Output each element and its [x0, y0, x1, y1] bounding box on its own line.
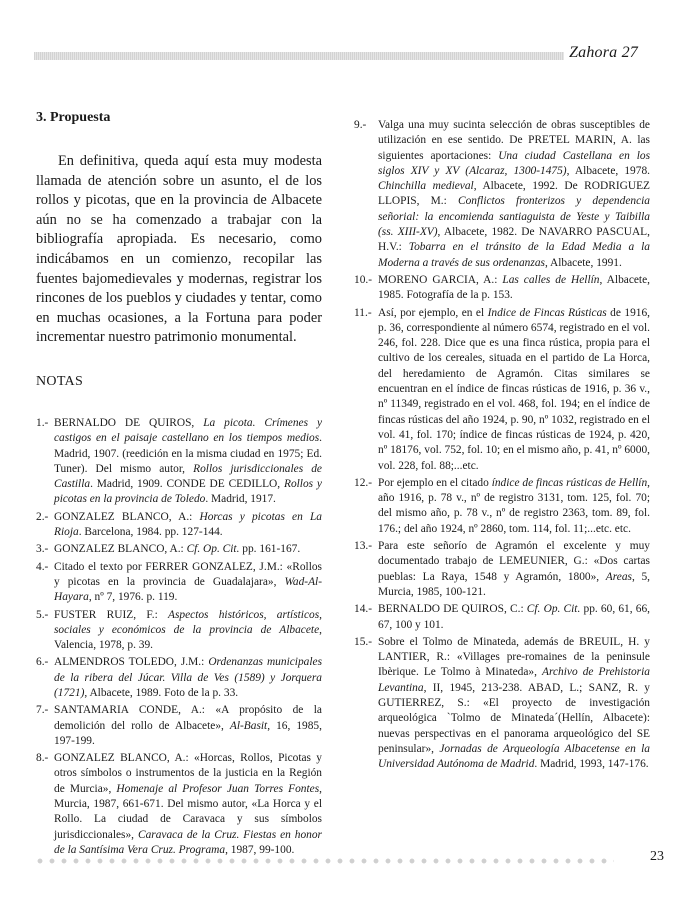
note-text: Sobre el Tolmo de Minateda, además de BREUIL, H. y LANTIER, R.: «Villages pre-romaines de la peninsule Ibèrique. Le Tolmo à Minateda»,: [378, 635, 650, 679]
note-number: 8.-: [36, 752, 49, 765]
note-text: Valga una muy sucinta selección de obras susceptibles de utilización en ese sentido. De PRETEL MARIN, A. las siguientes aportaciones:: [378, 119, 650, 162]
note-item: [354, 273, 650, 304]
note-text: Para este señorío de Agramón el excelente y muy documentado trabajo de LEMEUNIER, G.: «Dos cartas pueblas: La Raya, 1548 y Agramón, 1800»,: [378, 540, 650, 583]
note-title: Caravaca de la Cruz. Fiestas en honor de la Santísima Vera Cruz. Programa: [54, 828, 322, 856]
note-item: [36, 751, 322, 858]
note-title: Jornadas de Arqueología Albacetense en la Universidad Autónoma de Madrid: [378, 742, 650, 771]
note-text: , II, 1945, 213-238. ABAD, L.; SANZ, R. y GUTIERREZ, S.: «El proyecto de investigación arqueológica `Tolmo de Minateda´(Hellín, Albacete): nuevas perspectivas en el panorama arqueológico del SE peninsular»,: [378, 681, 650, 755]
note-text: , Albacete, 1992. De RODRIGUEZ LLOPIS, M.:: [378, 180, 650, 208]
note-text: . Barcelona, 1984. pp. 127-144.: [78, 526, 223, 539]
note-number: 13.-: [354, 540, 373, 553]
section-title: 3. Propuesta: [36, 110, 111, 125]
note-number: 10.-: [354, 273, 373, 286]
note-text: Por ejemplo en el citado: [378, 476, 492, 489]
note-item: [354, 476, 650, 537]
note-text: , año 1916, p. 78 v., nº de registro 3131, tom. 125, fol. 70; del mismo año, p. 78 v., nº de registro 2363, tom. 89, fol. 176.; del año 1924, nº 2860, tom. 114, fol. 11;...etc. etc.: [378, 476, 650, 535]
note-number: 5.-: [36, 608, 49, 621]
note-number: 14.-: [354, 603, 373, 616]
note-title: Cf. Op. Cit.: [526, 603, 581, 616]
note-text: , nº 7, 1976. p. 119.: [88, 591, 178, 604]
note-title: Wad-Al-Hayara: [54, 575, 322, 604]
note-text: pp. 60, 61, 66, 67, 100 y 101.: [378, 603, 651, 631]
note-title: Tobarra en el tránsito de la Edad Media a la Moderna a través de sus ordenanzas: [378, 241, 650, 269]
note-text: FUSTER RUIZ, F.:: [54, 608, 168, 621]
note-number: 3.-: [36, 543, 49, 556]
note-text: pp. 161-167.: [239, 543, 301, 556]
note-number: 9.-: [354, 119, 367, 131]
note-text: , 1987, 99-100.: [225, 843, 295, 856]
note-text: . Madrid, 1993, 147-176.: [534, 758, 649, 771]
note-text: . Madrid, 1917.: [205, 493, 276, 506]
note-title: Ordenanzas municipales de la ribera del Júcar. Villa de Ves (1589) y Jorquera (1721): [54, 656, 322, 699]
note-title: Las calles de Hellín: [502, 273, 600, 286]
note-text: SANTAMARIA CONDE, A.: «A propósito de la demolición del rollo de Albacete»,: [54, 704, 322, 732]
note-item: [36, 703, 322, 749]
note-text: , Murcia, 1987, 661-671. Del mismo autor, «La Horca y el Rollo. La ciudad de Caravaca y sus símbolos jurisdiccionales»,: [54, 782, 322, 841]
note-title: Rollos y picotas en la provincia de Toledo: [54, 478, 322, 506]
left-column: [36, 110, 322, 860]
note-text: GONZALEZ BLANCO, A.: «Horcas, Rollos, Picotas y otros símbolos o instrumentos de la justicia en la Región de Murcia»,: [54, 752, 322, 795]
note-number: 15.-: [354, 635, 373, 648]
note-title: Indice de Fincas Rústicas: [487, 306, 607, 319]
note-item: [354, 118, 650, 271]
note-text: Así, por ejemplo, en el: [378, 306, 488, 319]
note-text: , Albacete, 1991.: [544, 256, 622, 269]
note-title: Una ciudad Castellana en los siglos XIV y XV (Alcaraz, 1300-1475): [378, 149, 650, 177]
footer-dotted-rule: [34, 857, 614, 865]
note-text: BERNALDO DE QUIROS,: [54, 416, 204, 429]
note-text: GONZALEZ BLANCO, A.:: [54, 543, 187, 556]
note-title: Aspectos históricos, artísticos, sociales y económicos de la provincia de Albacete: [54, 608, 323, 636]
note-title: Areas: [605, 570, 632, 583]
note-text: Citado el texto por FERRER GONZALEZ, J.M.: «Rollos y picotas en la provincia de Guadalajara»,: [54, 560, 322, 588]
note-title: Cf. Op. Cit.: [186, 543, 240, 556]
note-title: Homenaje al Profesor Juan Torres Fontes: [116, 782, 320, 795]
note-title: Horcas y picotas en La Rioja: [54, 510, 322, 539]
note-item: [36, 542, 322, 557]
note-text: , Albacete, 1978.: [566, 164, 650, 177]
note-item: [36, 510, 322, 541]
note-item: [354, 635, 650, 773]
note-item: [354, 306, 650, 474]
note-title: Rollos jurisdiccionales de Castilla: [54, 462, 322, 491]
note-title: Chinchilla medieval: [378, 180, 474, 193]
note-number: 4.-: [36, 560, 49, 573]
note-text: , Albacete, 1985. Fotografía de la p. 153.: [378, 273, 650, 302]
note-item: [354, 539, 650, 600]
note-title: La picota. Crímenes y castigos en el paisaje castellano en los tiempos medios: [54, 416, 323, 445]
note-text: GONZALEZ BLANCO, A.:: [54, 510, 200, 523]
note-text: ALMENDROS TOLEDO, J.M.:: [54, 656, 209, 669]
note-item: [36, 608, 322, 654]
note-title: Al-Basit: [229, 719, 268, 732]
note-item: [36, 655, 322, 701]
note-text: , Albacete, 1989. Foto de la p. 33.: [84, 686, 239, 699]
header-rule: [34, 52, 564, 60]
note-number: 1.-: [36, 416, 49, 429]
note-text: , Valencia, 1978, p. 39.: [54, 623, 322, 652]
note-text: MORENO GARCIA, A.:: [378, 273, 503, 286]
note-text: de 1916, p. 36, correspondiente al número 6574, registrado en el vol. 246, fol. 228. Dice que es una finca rústica, propia para el cultivo de los cereales, situada en el partido de La Horca, del heredamiento de Agramón. Citas similares se encuentran en el índice de fincas rústicas de 1916, p. 36 v., nº 11349, registrado en el vol. 468, fol. 194; en el índice de fincas rústicas del año 1924, p. 90, nº 1032, registrado en el vol. 41, fol. 170; índice de fincas rústicas de 1924, p. 420, nº 18176, vol. 752, fol. 10; en el mismo año, p. 41, nº 6000, vol. 228, fol. 88;...etc.: [378, 306, 651, 472]
note-text: , 16, 1985, 197-199.: [54, 719, 322, 747]
notes-heading: NOTAS: [36, 373, 84, 389]
note-title: Conflictos fronterizos y dependencia señorial: la encomienda santiaguista de Yeste y Taibilla (ss. XIII-XV): [378, 195, 650, 239]
page-number: 23: [650, 849, 664, 864]
note-number: 6.-: [36, 656, 49, 669]
note-number: 11.-: [354, 306, 372, 319]
note-text: BERNALDO DE QUIROS, C.:: [378, 603, 527, 616]
note-text: . Madrid, 1909. CONDE DE CEDILLO,: [90, 478, 284, 491]
note-item: [36, 416, 322, 508]
note-number: 7.-: [36, 704, 49, 717]
section-paragraph: En definitiva, queda aquí esta muy modesta llamada de atención sobre un asunto, el de los rollos y picotas, que en la provincia de Albacete aún no se ha comenzado a trabajar con la bibliografía apropiada. Es necesario, como indicábamos en un comienzo, recopilar las fuentes bajomedievales y modernas, registrar los rincones de los pueblos y ciudades y tentar, como en muchas ocasiones, a la Fortuna para poder incrementar nuestro patrimonio monumental.: [36, 153, 322, 346]
note-text: , Albacete, 1982. De NAVARRO PASCUAL, H.V.:: [378, 226, 650, 254]
note-title: índice de fincas rústicas de Hellín: [491, 476, 648, 489]
note-title: Archivo de Prehistoria Levantina: [378, 666, 650, 694]
note-text: . Madrid, 1907. (reedición en la misma ciudad en 1975; Ed. Tuner). Del mismo autor,: [54, 432, 322, 475]
notes-list-left: [36, 416, 322, 858]
running-head: Zahora 27: [569, 44, 638, 61]
note-number: 2.-: [36, 510, 49, 523]
note-text: , 5, Murcia, 1985, 100-121.: [378, 570, 650, 598]
note-item: [354, 602, 650, 633]
notes-list-right: [354, 118, 650, 772]
note-item: [36, 560, 322, 606]
note-number: 12.-: [354, 476, 373, 489]
right-column: [354, 118, 650, 774]
